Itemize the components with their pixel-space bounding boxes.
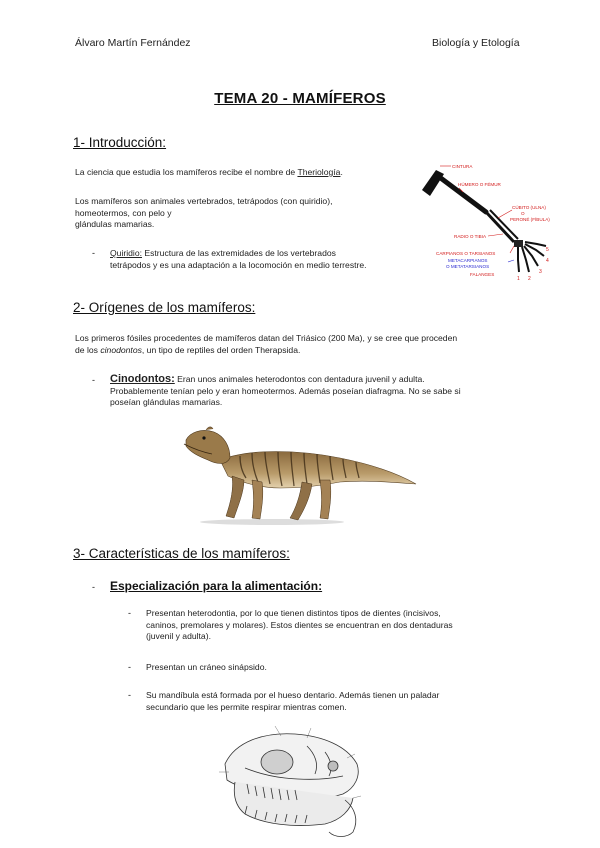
intro-line: glándulas mamarias.	[75, 219, 155, 229]
cinodontos-def-line: Probablemente tenían pelo y eran homeotermos. Además poseían diafragma. No se sabe si	[110, 385, 461, 396]
feeding-specialization-heading: Especialización para la alimentación:	[110, 579, 323, 593]
bullet-dash: -	[128, 690, 131, 700]
cinodontos-def-line: poseían glándulas mamarias.	[110, 397, 223, 407]
theriologia-term: Theriología	[297, 167, 341, 177]
page-title: TEMA 20 - MAMÍFEROS	[214, 90, 386, 107]
bullet-dash: -	[128, 608, 131, 618]
section-2-heading: 2- Orígenes de los mamíferos:	[73, 300, 256, 315]
cynodont-illustration	[180, 420, 420, 525]
label-o: O	[521, 211, 525, 216]
label-carpianos: CARPIANOS O TARSIANOS	[436, 251, 496, 256]
label-radio: RADIO O TIBIA	[454, 234, 487, 239]
intro-line: homeotermos, con pelo y	[75, 207, 172, 218]
feeding-item-line: (juvenil y adulta).	[146, 631, 211, 641]
mammal-skull-illustration	[215, 724, 365, 842]
label-cubito: CÚBITO (ULNA)	[512, 205, 546, 210]
header-course: Biología y Etología	[432, 37, 520, 49]
digit-number-3: 3	[539, 269, 542, 275]
feeding-item-line: Presentan heterodontia, por lo que tienen distintos tipos de dientes (incisivos,	[146, 608, 441, 618]
origins-text: , un tipo de reptiles del orden Therapsida.	[141, 344, 301, 355]
digit-number-4: 4	[546, 258, 549, 264]
digit-number-1: 1	[517, 276, 520, 282]
feeding-item-line: caninos, premolares y molares). Estos dientes se encuentran en dos dentaduras	[146, 619, 453, 630]
origins-line: Los primeros fósiles procedentes de mamíferos datan del Triásico (200 Ma), y se cree que proceden	[75, 333, 458, 343]
bullet-dash: -	[92, 582, 95, 592]
label-perone: PERONÉ (FÍBULA)	[510, 217, 550, 222]
label-cintura: CINTURA	[452, 164, 473, 169]
digit-number-5: 5	[546, 247, 549, 253]
carpal-bones	[514, 240, 523, 247]
feeding-item-line: Su mandíbula está formada por el hueso dentario. Además tienen un paladar	[146, 690, 440, 700]
cinodontos-term: cinodontos	[100, 344, 142, 355]
intro-period: .	[340, 167, 343, 177]
feeding-item-line: Presentan un cráneo sinápsido.	[146, 662, 267, 672]
cinodontos-def: Eran unos animales heterodontos con dentadura juvenil y adulta.	[174, 374, 425, 384]
limb-skeleton-diagram	[418, 152, 553, 284]
origins-text: de los	[75, 344, 101, 355]
feeding-item-3	[146, 690, 526, 713]
intro-text: La ciencia que estudia los mamíferos recibe el nombre de	[75, 167, 298, 177]
quiridio-bullet	[110, 248, 430, 271]
header-author: Álvaro Martín Fernández	[75, 37, 191, 49]
section-3-heading: 3- Características de los mamíferos:	[73, 546, 290, 561]
intro-paragraph-2	[75, 196, 332, 231]
label-falanges: FALANGES	[470, 272, 495, 277]
feeding-item-line: secundario que les permite respirar mientras comen.	[146, 701, 347, 712]
intro-paragraph-1	[75, 167, 343, 179]
bullet-dash: -	[92, 375, 95, 385]
section-1-heading: 1- Introducción:	[73, 135, 167, 150]
feeding-item-1	[146, 608, 526, 643]
intro-line: Los mamíferos son animales vertebrados, tetrápodos (con quiridio),	[75, 196, 333, 206]
cinodontos-heading: Cinodontos:	[110, 373, 175, 385]
label-metatarsianos: O METATARSIANOS	[446, 264, 490, 269]
cinodontos-bullet	[110, 374, 530, 409]
quiridio-def: Estructura de las extremidades de los vertebrados	[142, 248, 336, 258]
label-humero: HÚMERO O FÉMUR	[458, 182, 501, 187]
quiridio-term: Quiridio:	[110, 248, 142, 258]
digit-number-2: 2	[528, 276, 531, 282]
bullet-dash: -	[128, 662, 131, 672]
girdle-bone	[422, 170, 444, 196]
origins-paragraph	[75, 333, 457, 356]
feeding-item-2	[146, 662, 267, 674]
bullet-dash: -	[92, 248, 95, 258]
quiridio-def-line2: tetrápodos y es una adaptación a la locomoción en medio terrestre.	[110, 259, 367, 270]
label-metacarpianos: METACARPIANOS	[448, 258, 488, 263]
